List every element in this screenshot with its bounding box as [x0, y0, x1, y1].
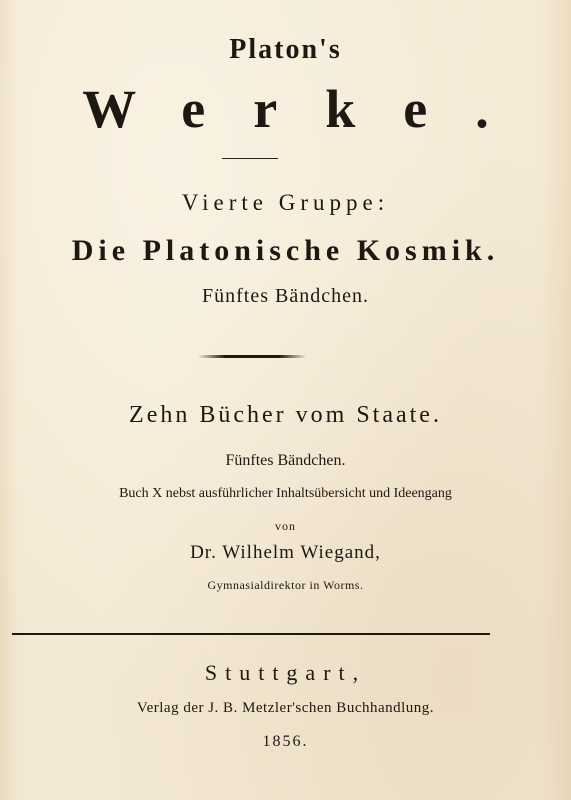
short-divider [222, 158, 278, 159]
ornamental-divider [198, 355, 306, 358]
group-label: Vierte Gruppe: [181, 190, 390, 215]
long-divider [12, 633, 490, 635]
author-heading: Platon's [229, 34, 342, 65]
volume-label: Fünftes Bändchen. [202, 285, 369, 307]
book-title: Zehn Bücher vom Staate. [129, 402, 442, 428]
publication-place: Stuttgart, [204, 660, 367, 685]
publication-year: 1856. [262, 733, 309, 750]
work-title: Werke. [82, 79, 537, 139]
volume-label-repeat: Fünftes Bändchen. [225, 452, 346, 469]
by-line: von [275, 519, 296, 533]
editor-name: Dr. Wilhelm Wiegand, [190, 542, 381, 563]
publisher: Verlag der J. B. Metzler'schen Buchhandlung. [136, 700, 435, 716]
contents-line: Buch X nebst ausführlicher Inhaltsübersicht und Ideengang [119, 486, 452, 501]
group-title: Die Platonische Kosmik. [71, 234, 500, 267]
editor-title: Gymnasialdirektor in Worms. [207, 578, 364, 592]
